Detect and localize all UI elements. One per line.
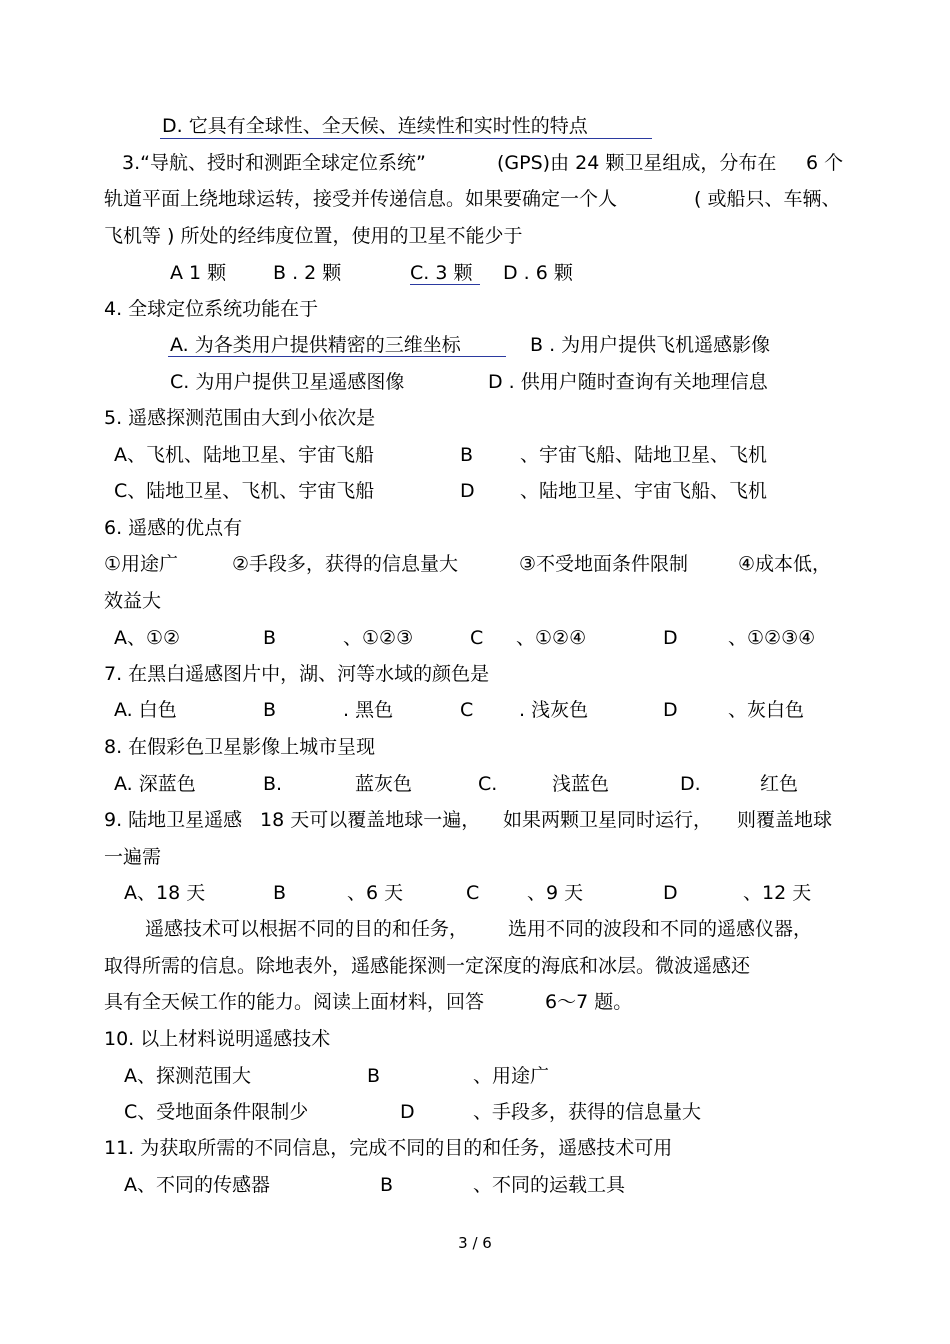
q9-option-b: 、6 天 [347, 882, 404, 904]
q5-option-d: 、陆地卫星、宇宙飞船、飞机 [520, 480, 768, 502]
passage-line3a: 具有全天候工作的能力。阅读上面材料，回答 [104, 991, 485, 1013]
q11-text: 11. 为获取所需的不同信息，完成不同的目的和任务，遥感技术可用 [104, 1137, 673, 1159]
q11-option-b: 、不同的运载工具 [473, 1174, 626, 1196]
q10-option-a: A、探测范围大 [124, 1065, 251, 1087]
q11-option-b-letter: B [380, 1174, 394, 1196]
q7-option-c-letter: C [460, 699, 474, 721]
q3-text-part1: 3.“导航、授时和测距全球定位系统” [122, 152, 426, 174]
passage-line2: 取得所需的信息。除地表外，遥感能探测一定深度的海底和冰层。微波遥感还 [104, 955, 751, 977]
q5-text: 5. 遥感探测范围由大到小依次是 [104, 407, 376, 429]
passage-line1a: 遥感技术可以根据不同的目的和任务， [145, 918, 469, 940]
q7-option-b-letter: B [263, 699, 277, 721]
answer-underline [168, 356, 506, 357]
q8-text: 8. 在假彩色卫星影像上城市呈现 [104, 736, 376, 758]
q8-option-b-letter: B. [263, 773, 283, 795]
q8-option-c-letter: C. [478, 773, 498, 795]
q6-text: 6. 遥感的优点有 [104, 517, 243, 539]
q6-option-b: 、①②③ [343, 627, 414, 649]
q3-option-b: B . 2 颗 [273, 262, 342, 284]
q4-option-a: A. 为各类用户提供精密的三维坐标 [170, 334, 461, 356]
q11-option-a: A、不同的传感器 [124, 1174, 270, 1196]
q10-text: 10. 以上材料说明遥感技术 [104, 1028, 331, 1050]
q9-option-d: 、12 天 [743, 882, 812, 904]
q9-option-a: A、18 天 [124, 882, 206, 904]
q9-option-d-letter: D [663, 882, 678, 904]
q6-item-2: ②手段多，获得的信息量大 [232, 553, 459, 575]
q10-option-b-letter: B [367, 1065, 381, 1087]
q7-option-b: . 黑色 [343, 699, 394, 721]
q3-text-line2b: ( 或船只、车辆、 [694, 188, 841, 210]
q9-text-part4: 则覆盖地球 [737, 809, 833, 831]
q8-option-a: A. 深蓝色 [114, 773, 196, 795]
option-d-text: D. 它具有全球性、全天候、连续性和实时性的特点 [162, 115, 588, 137]
answer-underline [410, 284, 480, 285]
page-number: 3 / 6 [458, 1234, 492, 1252]
q3-option-d: D . 6 颗 [503, 262, 573, 284]
q9-text-line2: 一遍需 [104, 846, 162, 868]
q3-option-a: A 1 颗 [170, 262, 227, 284]
q9-option-c: 、9 天 [527, 882, 584, 904]
q8-option-d-letter: D. [680, 773, 701, 795]
q6-option-d-letter: D [663, 627, 678, 649]
q7-text: 7. 在黑白遥感图片中，湖、河等水域的颜色是 [104, 663, 490, 685]
q5-option-c: C、陆地卫星、飞机、宇宙飞船 [114, 480, 375, 502]
q4-option-d: D . 供用户随时查询有关地理信息 [488, 371, 768, 393]
q9-option-c-letter: C [466, 882, 480, 904]
q6-option-d: 、①②③④ [728, 627, 816, 649]
q6-option-a: A、①② [114, 627, 181, 649]
q5-option-b-letter: B [460, 444, 474, 466]
q5-option-b: 、宇宙飞船、陆地卫星、飞机 [520, 444, 768, 466]
q9-text-part3: 如果两颗卫星同时运行， [503, 809, 713, 831]
q10-option-d-letter: D [400, 1101, 415, 1123]
passage-line1b: 选用不同的波段和不同的遥感仪器， [508, 918, 813, 940]
q9-text-part2: 18 天可以覆盖地球一遍， [260, 809, 481, 831]
q8-option-b: 蓝灰色 [355, 773, 413, 795]
q6-item-4: ④成本低， [738, 553, 832, 575]
q10-option-d: 、手段多，获得的信息量大 [473, 1101, 702, 1123]
q6-item-3: ③不受地面条件限制 [519, 553, 689, 575]
q5-option-d-letter: D [460, 480, 475, 502]
passage-line3b: 6～7 题。 [545, 991, 633, 1013]
q6-item-4-cont: 效益大 [104, 590, 162, 612]
q9-text-part1: 9. 陆地卫星遥感 [104, 809, 243, 831]
q10-option-c: C、受地面条件限制少 [124, 1101, 309, 1123]
q3-text-part2: (GPS)由 24 颗卫星组成，分布在 [497, 152, 777, 174]
q6-option-c: 、①②④ [516, 627, 587, 649]
q4-text: 4. 全球定位系统功能在于 [104, 298, 319, 320]
q4-option-c: C. 为用户提供卫星遥感图像 [170, 371, 405, 393]
q3-text-part3: 6 个 [806, 152, 844, 174]
q6-option-b-letter: B [263, 627, 277, 649]
q10-option-b: 、用途广 [473, 1065, 550, 1087]
q9-option-b-letter: B [273, 882, 287, 904]
q5-option-a: A、飞机、陆地卫星、宇宙飞船 [114, 444, 374, 466]
q4-option-b: B . 为用户提供飞机遥感影像 [530, 334, 771, 356]
q8-option-d: 红色 [760, 773, 799, 795]
q6-option-c-letter: C [470, 627, 484, 649]
q7-option-d-letter: D [663, 699, 678, 721]
q8-option-c: 浅蓝色 [552, 773, 610, 795]
q3-text-line3: 飞机等 ) 所处的经纬度位置，使用的卫星不能少于 [104, 225, 523, 247]
q7-option-d: 、灰白色 [728, 699, 805, 721]
q7-option-c: . 浅灰色 [519, 699, 589, 721]
q7-option-a: A. 白色 [114, 699, 177, 721]
q3-option-c: C. 3 颗 [410, 262, 473, 284]
q6-item-1: ①用途广 [104, 553, 179, 575]
answer-underline [160, 138, 652, 139]
q3-text-line2: 轨道平面上绕地球运转，接受并传递信息。如果要确定一个人 [104, 188, 618, 210]
